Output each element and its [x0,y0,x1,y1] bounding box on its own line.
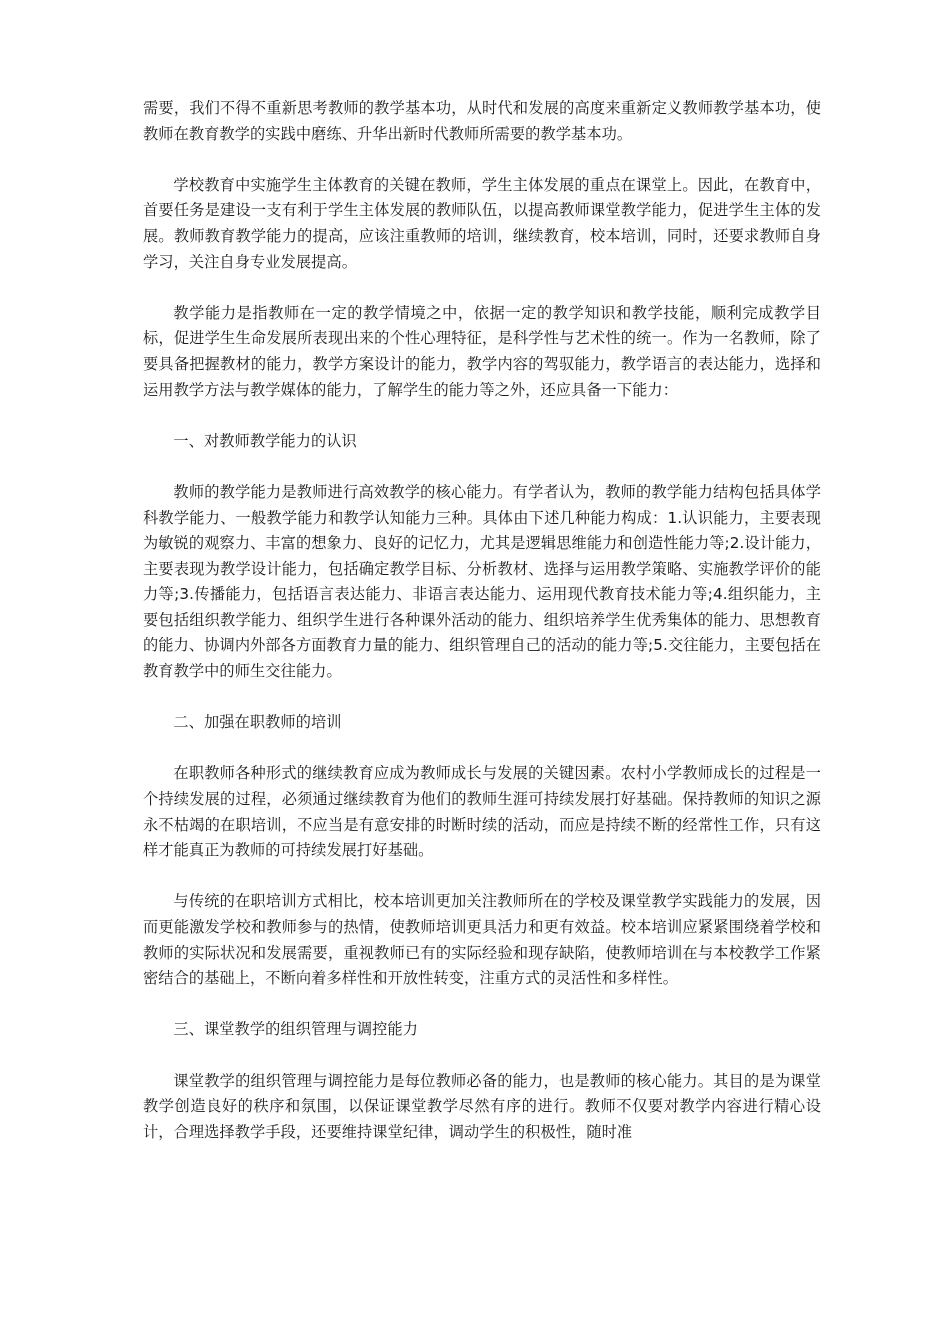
section-heading-3: 三、课堂教学的组织管理与调控能力 [173,1020,418,1039]
document-body [143,96,821,1145]
paragraph-school-based-training: 与传统的在职培训方式相比，校本培训更加关注教师所在的学校及课堂教学实践能力的发展，因而更能激发学校和教师参与的热情，使教师培训更具活力和更有效益。校本培训应紧紧围绕着学校和教师的实际状况和发展需要，重视教师已有的实际经验和现存缺陷，使教师培训在与本校教学工作紧密结合的基础上，不断向着多样性和开放性转变，注重方式的灵活性和多样性。 [143,892,821,988]
paragraph-teaching-ability-definition: 教学能力是指教师在一定的教学情境之中，依据一定的教学知识和教学技能，顺利完成教学目标，促进学生生命发展所表现出来的个性心理特征，是科学性与艺术性的统一。作为一名教师，除了要具备把握教材的能力，教学方案设计的能力，教学内容的驾驭能力，教学语言的表达能力，选择和运用教学方法与教学媒体的能力，了解学生的能力等之外，还应具备一下能力： [143,303,821,399]
section-heading-2: 二、加强在职教师的培训 [173,713,342,732]
section-heading-1: 一、对教师教学能力的认识 [173,431,357,450]
paragraph-teaching-ability-structure: 教师的教学能力是教师进行高效教学的核心能力。有学者认为，教师的教学能力结构包括具体学科教学能力、一般教学能力和教学认知能力三种。具体由下述几种能力构成：1.认识能力，主要表现为敏锐的观察力、丰富的想象力、良好的记忆力，尤其是逻辑思维能力和创造性能力等;2.设计能力，主要表现为教学设计能力，包括确定教学目标、分析教材、选择与运用教学策略、实施教学评价的能力等;3.传播能力，包括语言表达能力、非语言表达能力、运用现代教育技术能力等;4.组织能力，主要包括组织教学能力、组织学生进行各种课外活动的能力、组织培养学生优秀集体的能力、思想教育的能力、协调内外部各方面教育力量的能力、组织管理自己的活动的能力等;5.交往能力，主要包括在教育教学中的师生交往能力。 [143,482,821,681]
paragraph-classroom-management: 课堂教学的组织管理与调控能力是每位教师必备的能力，也是教师的核心能力。其目的是为课堂教学创造良好的秩序和氛围，以保证课堂教学尽然有序的进行。教师不仅要对教学内容进行精心设计，合理选择教学手段，还要维持课堂纪律，调动学生的积极性，随时准 [143,1071,821,1141]
paragraph-intro-continuation: 需要，我们不得不重新思考教师的教学基本功，从时代和发展的高度来重新定义教师教学基本功，使教师在教育教学的实践中磨练、升华出新时代教师所需要的教学基本功。 [143,99,821,143]
paragraph-continuing-education: 在职教师各种形式的继续教育应成为教师成长与发展的关键因素。农村小学教师成长的过程是一个持续发展的过程，必须通过继续教育为他们的教师生涯可持续发展打好基础。保持教师的知识之源永不枯竭的在职培训，不应当是有意安排的时断时续的活动，而应是持续不断的经常性工作，只有这样才能真正为教师的可持续发展打好基础。 [143,764,821,860]
paragraph-student-subject-education: 学校教育中实施学生主体教育的关键在教师，学生主体发展的重点在课堂上。因此，在教育中，首要任务是建设一支有利于学生主体发展的教师队伍，以提高教师课堂教学能力，促进学生主体的发展。教师教育教学能力的提高，应该注重教师的培训，继续教育，校本培训，同时，还要求教师自身学习，关注自身专业发展提高。 [143,175,821,271]
